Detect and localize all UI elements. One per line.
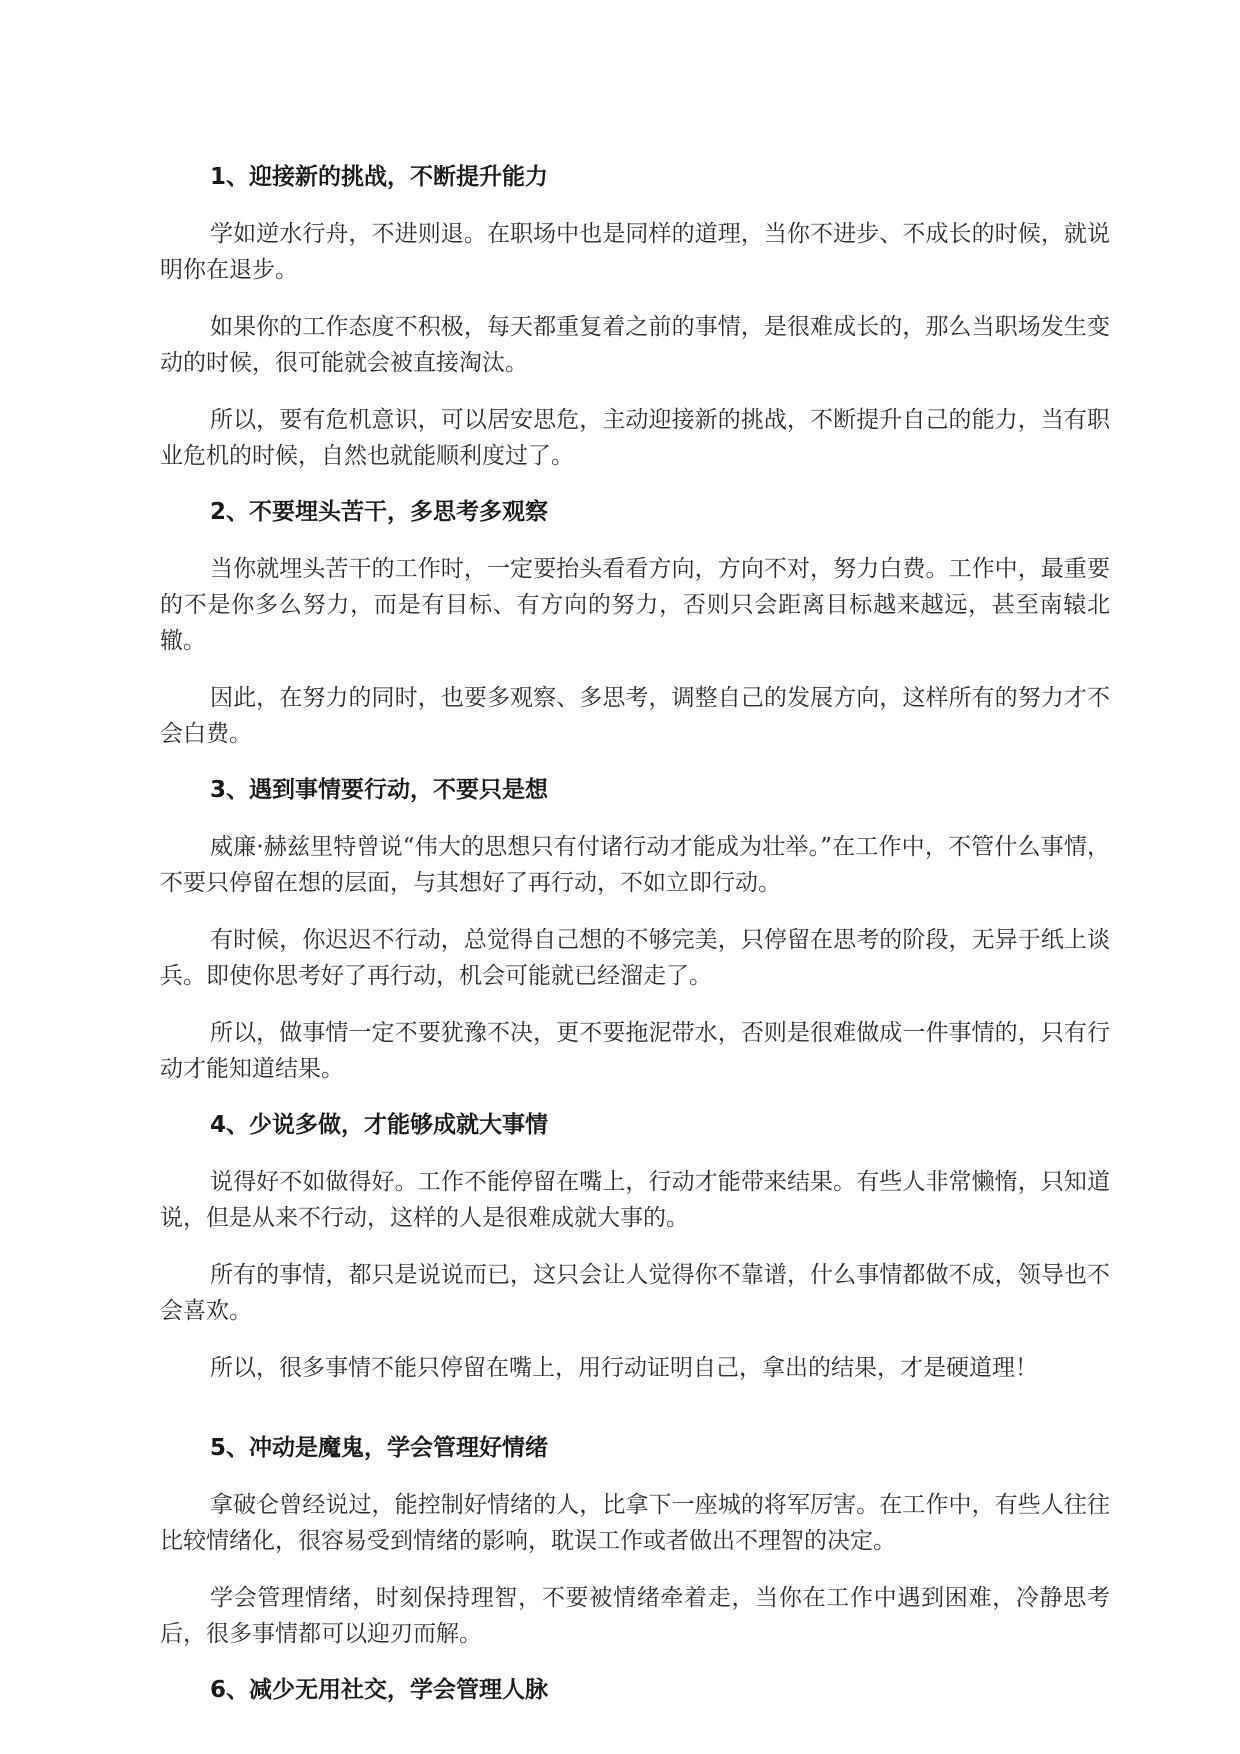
section-heading: 4、少说多做，才能够成就大事情 (210, 1112, 549, 1138)
paragraph: 如果你的工作态度不积极，每天都重复着之前的事情，是很难成长的，那么当职场发生变动的时候，很可能就会被直接淘汰。 (160, 314, 1110, 376)
section-heading: 3、遇到事情要行动，不要只是想 (210, 777, 549, 803)
paragraph: 威廉·赫兹里特曾说“伟大的思想只有付诸行动才能成为壮举。”在工作中，不管什么事情，不要只停留在想的层面，与其想好了再行动，不如立即行动。 (160, 834, 1110, 896)
paragraph: 所有的事情，都只是说说而已，这只会让人觉得你不靠谱，什么事情都做不成，领导也不会喜欢。 (160, 1262, 1110, 1324)
section-heading: 1、迎接新的挑战，不断提升能力 (210, 164, 549, 190)
section-heading: 6、减少无用社交，学会管理人脉 (210, 1677, 549, 1703)
paragraph: 拿破仑曾经说过，能控制好情绪的人，比拿下一座城的将军厉害。在工作中，有些人往往比较情绪化，很容易受到情绪的影响，耽误工作或者做出不理智的决定。 (160, 1492, 1110, 1554)
section-5 (160, 1431, 1110, 1652)
document-page (160, 160, 1110, 1729)
section-3 (160, 773, 1110, 1087)
paragraph: 所以，要有危机意识，可以居安思危，主动迎接新的挑战，不断提升自己的能力，当有职业危机的时候，自然也就能顺利度过了。 (160, 407, 1110, 469)
section-6 (160, 1673, 1110, 1707)
blank-line (160, 1407, 1110, 1431)
section-2 (160, 495, 1110, 752)
paragraph: 有时候，你迟迟不行动，总觉得自己想的不够完美，只停留在思考的阶段，无异于纸上谈兵。即使你思考好了再行动，机会可能就已经溜走了。 (160, 927, 1110, 989)
paragraph: 当你就埋头苦干的工作时，一定要抬头看看方向，方向不对，努力白费。工作中，最重要的不是你多么努力，而是有目标、有方向的努力，否则只会距离目标越来越远，甚至南辕北辙。 (160, 556, 1110, 654)
section-heading: 5、冲动是魔鬼，学会管理好情绪 (210, 1435, 549, 1461)
section-4 (160, 1108, 1110, 1386)
paragraph: 所以，很多事情不能只停留在嘴上，用行动证明自己，拿出的结果，才是硬道理！ (210, 1355, 1038, 1381)
paragraph: 学会管理情绪，时刻保持理智，不要被情绪牵着走，当你在工作中遇到困难，冷静思考后，很多事情都可以迎刃而解。 (160, 1585, 1110, 1647)
paragraph: 说得好不如做得好。工作不能停留在嘴上，行动才能带来结果。有些人非常懒惰，只知道说，但是从来不行动，这样的人是很难成就大事的。 (160, 1169, 1110, 1231)
paragraph: 学如逆水行舟，不进则退。在职场中也是同样的道理，当你不进步、不成长的时候，就说明你在退步。 (160, 221, 1110, 283)
paragraph: 所以，做事情一定不要犹豫不决，更不要拖泥带水，否则是很难做成一件事情的，只有行动才能知道结果。 (160, 1020, 1110, 1082)
section-heading: 2、不要埋头苦干，多思考多观察 (210, 499, 549, 525)
paragraph: 因此，在努力的同时，也要多观察、多思考，调整自己的发展方向，这样所有的努力才不会白费。 (160, 685, 1110, 747)
section-1 (160, 160, 1110, 474)
